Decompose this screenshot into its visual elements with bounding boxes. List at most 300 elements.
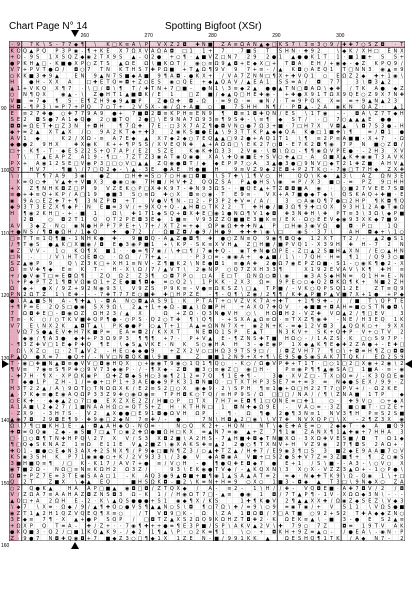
- stitch-symbol: 3: [176, 467, 180, 474]
- stitch-symbol: ■: [28, 460, 34, 467]
- stitch-symbol: S: [349, 192, 353, 199]
- stitch-symbol: E: [355, 529, 359, 536]
- stitch-symbol: V: [393, 154, 398, 161]
- stitch-symbol: S: [400, 454, 404, 461]
- stitch-symbol: S: [61, 54, 65, 61]
- stitch-symbol: N: [297, 417, 302, 424]
- stitch-symbol: Q: [144, 54, 149, 61]
- stitch-symbol: H: [138, 479, 142, 486]
- stitch-symbol: ≡: [22, 429, 28, 436]
- stitch-symbol: Q: [316, 417, 321, 424]
- stitch-symbol: ¶: [61, 367, 65, 374]
- stitch-symbol: E: [48, 473, 53, 480]
- stitch-symbol: ◘: [93, 254, 98, 261]
- stitch-symbol: ·: [286, 373, 288, 380]
- stitch-symbol: \: [381, 498, 384, 505]
- stitch-symbol: H: [10, 104, 15, 111]
- stitch-symbol: T: [176, 329, 180, 336]
- stitch-symbol: A: [112, 135, 117, 142]
- stitch-symbol: ✚: [182, 179, 187, 186]
- stitch-symbol: ≡: [367, 129, 372, 136]
- stitch-symbol: +: [291, 167, 296, 174]
- stitch-symbol: /: [266, 198, 269, 205]
- stitch-symbol: ■: [258, 217, 264, 224]
- stitch-symbol: Ω: [10, 423, 15, 430]
- stitch-symbol: Ω: [86, 135, 91, 142]
- stitch-symbol: 9: [234, 67, 238, 74]
- stitch-symbol: ●: [99, 235, 104, 242]
- stitch-symbol: /: [349, 298, 352, 305]
- stitch-symbol: ¶: [144, 504, 148, 511]
- stitch-symbol: -: [87, 460, 90, 467]
- stitch-symbol: A: [361, 192, 366, 199]
- stitch-symbol: 1: [400, 235, 404, 242]
- stitch-symbol: ¶: [304, 148, 308, 155]
- stitch-symbol: /: [311, 504, 314, 511]
- stitch-symbol: K: [36, 42, 40, 49]
- stitch-symbol: 7: [298, 142, 302, 149]
- stitch-symbol: ◆: [131, 348, 136, 355]
- stitch-symbol: ■: [220, 104, 226, 111]
- stitch-symbol: \: [266, 148, 269, 155]
- stitch-symbol: V: [246, 167, 251, 174]
- stitch-symbol: ■: [112, 117, 117, 124]
- stitch-symbol: ◆: [304, 479, 308, 486]
- stitch-symbol: V: [380, 460, 385, 467]
- stitch-symbol: ●: [41, 285, 47, 292]
- stitch-symbol: P: [381, 60, 385, 67]
- stitch-symbol: K: [202, 148, 206, 155]
- stitch-symbol: +: [112, 454, 117, 461]
- stitch-symbol: Ω: [221, 142, 225, 149]
- stitch-symbol: Z: [380, 348, 385, 355]
- stitch-symbol: ▲: [355, 117, 360, 124]
- stitch-symbol: 9: [208, 517, 212, 524]
- stitch-symbol: /: [81, 129, 84, 136]
- stitch-symbol: E: [61, 273, 65, 280]
- stitch-symbol: 2: [29, 467, 33, 474]
- stitch-symbol: Z: [329, 467, 334, 474]
- stitch-symbol: H: [259, 242, 264, 249]
- stitch-symbol: Ω: [86, 442, 91, 449]
- stitch-symbol: ■: [137, 235, 143, 242]
- stitch-symbol: ◉: [361, 154, 366, 161]
- stitch-symbol: T: [400, 42, 404, 49]
- stitch-symbol: ≡: [246, 235, 251, 242]
- stitch-symbol: ○: [393, 254, 398, 261]
- stitch-symbol: Ω: [93, 310, 98, 317]
- stitch-symbol: T: [125, 67, 129, 74]
- stitch-symbol: +: [22, 473, 28, 480]
- stitch-symbol: ≡: [208, 529, 213, 536]
- stitch-symbol: Z: [234, 285, 238, 292]
- stitch-symbol: ◘: [169, 48, 174, 55]
- stitch-symbol: Ω: [54, 498, 59, 505]
- stitch-symbol: +: [131, 79, 136, 86]
- stitch-symbol: 9: [393, 217, 398, 224]
- stitch-symbol: ○: [73, 398, 79, 405]
- stitch-symbol: Z: [42, 292, 46, 299]
- stitch-symbol: +: [137, 460, 143, 467]
- stitch-symbol: N: [106, 67, 110, 74]
- stitch-symbol: 3: [272, 373, 276, 380]
- stitch-symbol: T: [55, 129, 59, 136]
- stitch-symbol: Z: [374, 498, 378, 505]
- stitch-symbol: ◘: [329, 304, 334, 311]
- stitch-symbol: H: [259, 179, 264, 186]
- stitch-symbol: ◉: [335, 104, 341, 111]
- stitch-symbol: Q: [348, 323, 353, 330]
- stitch-symbol: ◘: [348, 223, 353, 230]
- stitch-symbol: /: [164, 492, 167, 499]
- stitch-symbol: ▲: [157, 504, 162, 511]
- stitch-symbol: 2: [170, 435, 174, 442]
- stitch-symbol: ◘: [16, 429, 21, 436]
- stitch-symbol: T: [48, 148, 53, 155]
- stitch-symbol: ◉: [259, 98, 264, 105]
- stitch-symbol: 7: [125, 154, 129, 161]
- stitch-symbol: ■: [143, 73, 149, 80]
- stitch-symbol: -: [151, 260, 154, 267]
- stitch-symbol: E: [176, 167, 180, 174]
- stitch-symbol: N: [195, 329, 200, 336]
- stitch-symbol: T: [132, 198, 136, 205]
- stitch-symbol: ·: [75, 210, 77, 217]
- stitch-symbol: ■: [207, 304, 213, 311]
- stitch-symbol: Ω: [380, 354, 385, 361]
- stitch-symbol: ■: [329, 460, 334, 467]
- stitch-symbol: Ω: [214, 185, 219, 192]
- stitch-symbol: 9: [163, 379, 168, 386]
- stitch-symbol: ◘: [291, 185, 296, 192]
- stitch-symbol: 7: [374, 242, 378, 249]
- stitch-symbol: \: [241, 285, 243, 292]
- stitch-symbol: ■: [341, 292, 347, 299]
- stitch-symbol: /: [151, 142, 154, 149]
- stitch-symbol: ·: [164, 342, 167, 349]
- stitch-symbol: ▲: [265, 129, 270, 136]
- stitch-symbol: +: [246, 254, 251, 261]
- stitch-symbol: ●: [176, 417, 181, 424]
- stitch-symbol: ◘: [29, 217, 34, 224]
- stitch-symbol: Q: [265, 110, 270, 117]
- stitch-symbol: ●: [35, 354, 40, 361]
- stitch-symbol: ○: [48, 217, 53, 224]
- stitch-symbol: ✚: [86, 417, 91, 424]
- stitch-symbol: X: [393, 148, 398, 155]
- stitch-symbol: -: [100, 154, 103, 161]
- stitch-symbol: 9: [16, 204, 21, 211]
- stitch-symbol: ■: [380, 448, 386, 455]
- stitch-symbol: □: [48, 310, 53, 317]
- stitch-symbol: Ω: [201, 98, 206, 105]
- stitch-symbol: A: [304, 404, 308, 411]
- stitch-symbol: ■: [386, 217, 392, 224]
- stitch-symbol: /: [305, 79, 307, 86]
- stitch-symbol: 3: [125, 535, 129, 541]
- stitch-symbol: Ω: [316, 260, 321, 267]
- stitch-symbol: ¶: [317, 367, 321, 374]
- stitch-symbol: V: [10, 98, 14, 105]
- stitch-symbol: 2: [336, 442, 340, 449]
- stitch-symbol: 2: [157, 317, 161, 324]
- stitch-symbol: ●: [265, 410, 270, 417]
- stitch-symbol: Q: [35, 460, 40, 467]
- stitch-symbol: ·: [337, 485, 339, 492]
- stitch-symbol: 1: [80, 529, 85, 536]
- stitch-symbol: 1: [355, 504, 359, 511]
- stitch-symbol: \: [273, 179, 275, 186]
- stitch-symbol: ◉: [208, 192, 213, 199]
- stitch-symbol: V: [272, 154, 276, 161]
- stitch-symbol: E: [374, 317, 378, 324]
- stitch-symbol: H: [246, 448, 251, 455]
- stitch-symbol: ○: [354, 260, 360, 267]
- stitch-symbol: ▲: [195, 67, 200, 74]
- stitch-symbol: ¶: [138, 335, 142, 342]
- stitch-symbol: Ω: [125, 467, 130, 474]
- stitch-symbol: /: [362, 385, 365, 392]
- stitch-symbol: H: [310, 210, 315, 217]
- stitch-symbol: E: [138, 385, 142, 392]
- stitch-symbol: □: [112, 160, 117, 167]
- stitch-symbol: 2: [259, 323, 263, 330]
- stitch-symbol: □: [99, 260, 104, 267]
- stitch-symbol: ◘: [99, 242, 104, 249]
- stitch-symbol: ≡: [150, 392, 155, 399]
- stitch-symbol: ✚: [188, 142, 194, 149]
- stitch-symbol: E: [189, 535, 193, 541]
- stitch-symbol: H: [367, 167, 372, 174]
- stitch-symbol: E: [163, 117, 168, 124]
- stitch-symbol: K: [259, 498, 263, 505]
- stitch-symbol: Ω: [10, 473, 15, 480]
- stitch-symbol: ≡: [310, 410, 315, 417]
- stitch-symbol: -: [362, 148, 365, 155]
- stitch-symbol: T: [36, 173, 40, 180]
- stitch-symbol: ◉: [41, 367, 47, 374]
- stitch-symbol: 3: [144, 167, 148, 174]
- stitch-symbol: ◉: [291, 504, 296, 511]
- stitch-symbol: Z: [29, 185, 34, 192]
- stitch-symbol: ≡: [48, 492, 53, 499]
- stitch-symbol: ●: [131, 498, 136, 505]
- stitch-symbol: ◆: [125, 342, 130, 349]
- stitch-symbol: X: [42, 504, 46, 511]
- stitch-symbol: ◆: [297, 235, 302, 242]
- stitch-symbol: V: [336, 292, 340, 299]
- stitch-symbol: ○: [86, 60, 92, 67]
- stitch-symbol: 1: [74, 404, 78, 411]
- stitch-symbol: -: [11, 342, 14, 349]
- stitch-symbol: ✚: [176, 317, 181, 324]
- stitch-symbol: Z: [348, 498, 353, 505]
- stitch-symbol: ●: [380, 85, 385, 92]
- stitch-symbol: Z: [253, 167, 257, 174]
- stitch-symbol: P: [202, 410, 206, 417]
- stitch-symbol: □: [207, 492, 213, 499]
- stitch-symbol: K: [157, 329, 161, 336]
- stitch-symbol: N: [342, 392, 347, 399]
- stitch-symbol: S: [87, 473, 91, 480]
- stitch-symbol: X: [361, 360, 366, 367]
- stitch-symbol: ◘: [80, 535, 85, 541]
- stitch-symbol: A: [374, 85, 378, 92]
- stitch-symbol: P: [74, 204, 78, 211]
- stitch-symbol: H: [387, 160, 391, 167]
- stitch-symbol: ≡: [291, 79, 296, 86]
- stitch-symbol: □: [297, 385, 302, 392]
- stitch-symbol: 3: [208, 310, 212, 317]
- stitch-symbol: /: [266, 448, 269, 455]
- stitch-symbol: ◆: [240, 85, 245, 92]
- stitch-symbol: 9: [157, 73, 161, 80]
- stitch-symbol: ▲: [35, 510, 40, 517]
- stitch-symbol: X: [387, 417, 391, 424]
- stitch-symbol: Q: [42, 192, 47, 199]
- stitch-symbol: ≡: [393, 67, 398, 74]
- stitch-symbol: P: [304, 260, 308, 267]
- stitch-symbol: S: [285, 79, 289, 86]
- stitch-symbol: Z: [176, 348, 180, 355]
- stitch-symbol: ✚: [144, 129, 149, 136]
- stitch-symbol: ¶: [10, 367, 14, 374]
- stitch-symbol: ▲: [399, 160, 404, 167]
- stitch-symbol: 9: [170, 510, 174, 517]
- stitch-symbol: ●: [176, 160, 181, 167]
- stitch-symbol: ◉: [176, 154, 181, 161]
- stitch-symbol: /: [260, 292, 263, 299]
- stitch-symbol: \: [279, 273, 282, 280]
- stitch-symbol: ·: [177, 298, 180, 305]
- stitch-symbol: A: [221, 342, 225, 349]
- stitch-symbol: V: [240, 198, 244, 205]
- stitch-symbol: ◆: [393, 85, 398, 92]
- stitch-symbol: ◘: [67, 273, 72, 280]
- stitch-symbol: A: [163, 235, 168, 242]
- stitch-symbol: H: [55, 423, 59, 430]
- stitch-symbol: ●: [118, 410, 123, 417]
- stitch-symbol: 3: [48, 410, 53, 417]
- stitch-symbol: N: [221, 323, 225, 330]
- stitch-symbol: ◆: [35, 223, 40, 230]
- stitch-symbol: Z: [67, 510, 72, 517]
- stitch-symbol: -: [94, 354, 97, 361]
- stitch-symbol: ●: [386, 117, 392, 124]
- stitch-symbol: T: [36, 154, 40, 161]
- stitch-symbol: ■: [348, 54, 354, 61]
- stitch-symbol: E: [42, 310, 46, 317]
- stitch-symbol: ·: [119, 154, 122, 161]
- stitch-symbol: A: [297, 79, 302, 86]
- stitch-symbol: Q: [380, 317, 385, 324]
- stitch-symbol: ▲: [74, 323, 78, 330]
- stitch-symbol: E: [285, 248, 289, 255]
- stitch-symbol: /: [68, 404, 71, 411]
- stitch-symbol: 3: [246, 279, 251, 286]
- stitch-symbol: ◆: [10, 142, 15, 149]
- stitch-symbol: +: [10, 273, 15, 280]
- stitch-symbol: ○: [29, 435, 34, 442]
- stitch-symbol: E: [221, 160, 225, 167]
- stitch-symbol: ◘: [61, 185, 66, 192]
- stitch-symbol: ✚: [80, 298, 85, 305]
- stitch-symbol: E: [285, 110, 289, 117]
- stitch-symbol: H: [291, 223, 296, 230]
- stitch-symbol: ◘: [208, 329, 213, 336]
- stitch-symbol: P: [361, 179, 365, 186]
- stitch-symbol: 2: [381, 360, 385, 367]
- stitch-symbol: K: [36, 85, 40, 92]
- stitch-symbol: E: [361, 379, 366, 386]
- stitch-symbol: ▲: [323, 367, 328, 374]
- stitch-symbol: \: [139, 223, 141, 230]
- stitch-symbol: ●: [41, 329, 47, 336]
- stitch-symbol: ≡: [35, 192, 40, 199]
- stitch-symbol: 1: [317, 92, 321, 99]
- stitch-symbol: ◉: [214, 473, 219, 480]
- stitch-symbol: ◆: [355, 498, 360, 505]
- stitch-symbol: E: [100, 204, 104, 211]
- stitch-symbol: E: [55, 392, 59, 399]
- stitch-symbol: +: [22, 192, 28, 199]
- stitch-symbol: K: [119, 454, 123, 461]
- stitch-symbol: ▲: [259, 223, 264, 230]
- stitch-symbol: ✚: [214, 448, 219, 455]
- stitch-symbol: ≡: [233, 398, 238, 405]
- stitch-symbol: Ω: [169, 410, 174, 417]
- stitch-symbol: E: [151, 167, 155, 174]
- stitch-symbol: E: [278, 167, 283, 174]
- stitch-symbol: V: [16, 329, 21, 336]
- stitch-symbol: H: [99, 123, 104, 130]
- stitch-symbol: 9: [170, 467, 174, 474]
- stitch-symbol: Z: [393, 479, 398, 486]
- stitch-symbol: X: [297, 342, 302, 349]
- stitch-symbol: ◆: [182, 485, 187, 492]
- stitch-symbol: P: [125, 148, 129, 155]
- stitch-symbol: V: [74, 317, 78, 324]
- stitch-symbol: +: [374, 192, 379, 199]
- stitch-symbol: 3: [36, 529, 40, 536]
- stitch-symbol: ●: [271, 54, 277, 61]
- stitch-symbol: \: [36, 323, 39, 330]
- stitch-symbol: ▲: [138, 160, 142, 167]
- stitch-symbol: 3: [100, 179, 104, 186]
- stitch-symbol: 3: [317, 42, 321, 49]
- stitch-symbol: 1: [74, 379, 78, 386]
- stitch-symbol: ◘: [316, 142, 321, 149]
- stitch-symbol: S: [342, 504, 346, 511]
- stitch-symbol: T: [208, 204, 212, 211]
- stitch-symbol: /: [349, 85, 352, 92]
- stitch-symbol: P: [189, 335, 193, 342]
- stitch-symbol: X: [23, 410, 27, 417]
- stitch-symbol: ▲: [291, 54, 296, 61]
- stitch-symbol: ■: [386, 423, 392, 430]
- stitch-symbol: ○: [393, 448, 398, 455]
- stitch-symbol: +: [393, 473, 398, 480]
- stitch-symbol: P: [298, 179, 302, 186]
- stitch-symbol: P: [349, 142, 353, 149]
- stitch-symbol: N: [169, 342, 174, 349]
- stitch-symbol: X: [265, 467, 270, 474]
- stitch-symbol: K: [80, 373, 85, 380]
- stitch-symbol: Ω: [387, 435, 391, 442]
- stitch-symbol: \: [24, 154, 26, 161]
- stitch-symbol: 7: [176, 185, 180, 192]
- stitch-symbol: 1: [317, 410, 321, 417]
